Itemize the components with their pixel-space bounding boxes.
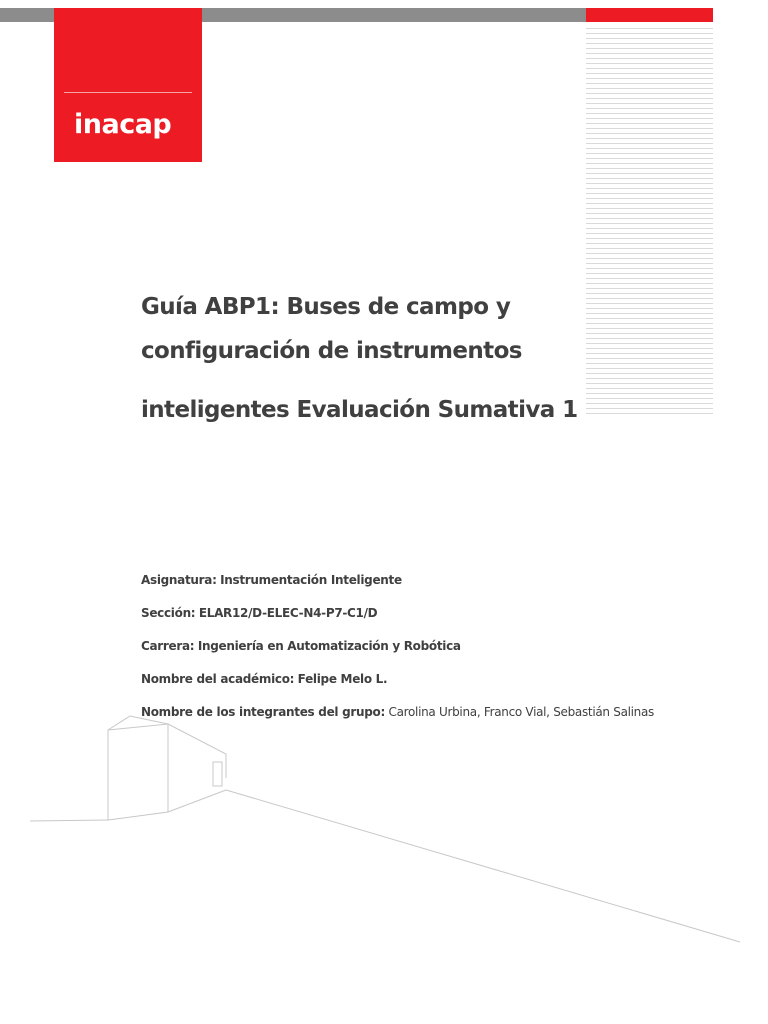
title-line-2: configuración de instrumentos [141,338,522,364]
sketch-ground-left [30,820,108,821]
detail-academic-label: Nombre del académico: [141,672,295,686]
decorative-stripes [586,28,713,416]
detail-group-members-value: Carolina Urbina, Franco Vial, Sebastián Salinas [388,705,654,719]
detail-career-label: Carrera: [141,639,195,653]
sketch-box-side-top [168,724,226,778]
detail-subject [141,573,402,587]
detail-subject-label: Asignatura: [141,573,217,587]
title-line-1: Guía ABP1: Buses de campo y [141,294,511,320]
title-line-3: inteligentes Evaluación Sumativa 1 [141,397,578,423]
detail-career-value: Ingeniería en Automatización y Robótica [197,639,461,653]
sketch-box-front [108,724,168,820]
top-bar-right [586,8,713,22]
sketch-door [213,762,222,786]
detail-subject-value: Instrumentación Inteligente [220,573,402,587]
detail-group-members-label: Nombre de los integrantes del grupo: [141,705,385,719]
detail-academic-value: Felipe Melo L. [297,672,388,686]
logo-block [54,8,202,162]
detail-section-value: ELAR12/D-ELEC-N4-P7-C1/D [198,606,378,620]
sketch-box-side-bottom [168,790,226,812]
detail-section [141,606,377,620]
detail-career [141,639,461,653]
sketch-ground-right [226,790,740,942]
top-bar-middle [202,8,586,22]
detail-group-members [141,705,654,719]
top-bar-left [0,8,54,22]
logo-divider [64,92,192,93]
detail-academic [141,672,387,686]
detail-section-label: Sección: [141,606,196,620]
inacap-logo: inacap [74,109,172,140]
